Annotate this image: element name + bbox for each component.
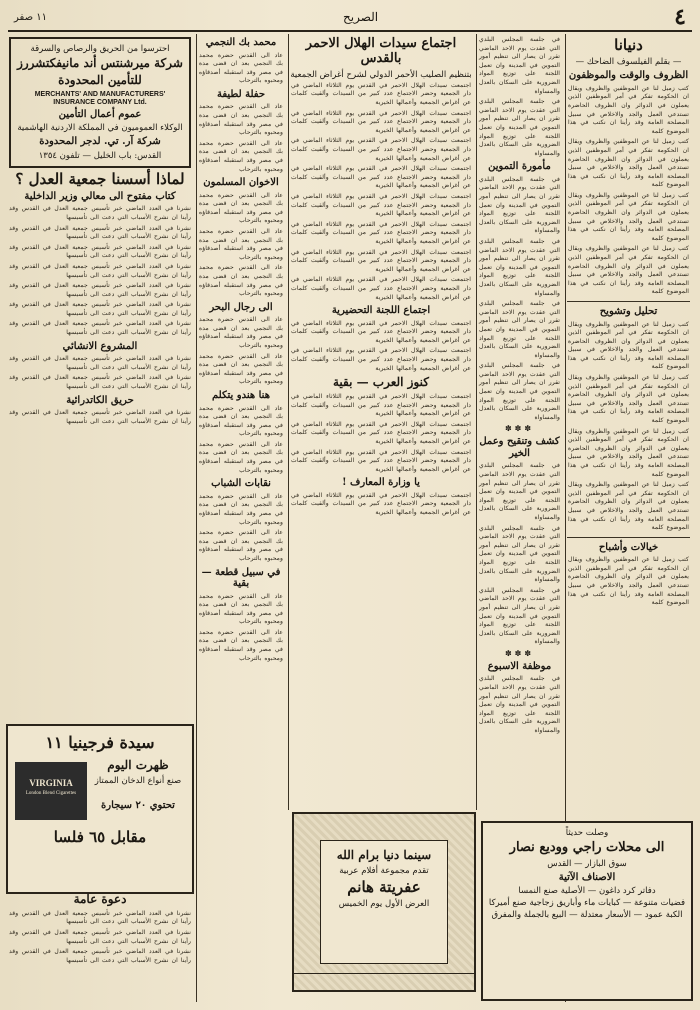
ad-title: شركة ميرشنتس أند مانيفكتشررز <box>17 56 183 70</box>
article-body: كتب زميل لنا عن الموظفين والظروف ويقال ان الحكومة تفكر في أمر الموظفين الذين يعملون في الدوائر وان الظروف الحاضرة تستدعي العمل والجد والاخلاص في سبيل المصلحة العامة وقد رأينا ان نكتب في هذا الموضوع كلمة <box>568 138 689 189</box>
article-body: كتب زميل لنا عن الموظفين والظروف ويقال ان الحكومة تفكر في أمر الموظفين الذين يعملون في الدوائر وان الظروف الحاضرة تستدعي العمل والجد والاخلاص في سبيل المصلحة العامة وقد رأينا ان نكتب في هذا الموضوع كلمة <box>568 481 689 532</box>
column-rule <box>476 34 477 810</box>
ad-line: شركة آر. تي. لدجر المحدودة <box>39 136 161 148</box>
article-body: نشرنا في العدد الماضي خبر تأسيس جمعية العدل في القدس وقد رأينا ان نشرح الأسباب التي دعت الى تأسيسها <box>9 301 191 317</box>
page-header <box>8 4 692 32</box>
section-title: حريق الكاتدرائية <box>66 394 134 406</box>
section-title: حفلة لطيفة <box>216 88 266 100</box>
section-title: في سبيل قطعة — بقية <box>201 566 281 589</box>
ad-price: مقابل ٦٥ فلسا <box>53 828 147 846</box>
section-title: يا وزارة المعارف ! <box>342 477 420 489</box>
section-title: مأمورة التموين <box>488 161 551 173</box>
article-body: كتب زميل لنا عن الموظفين والظروف ويقال ان الحكومة تفكر في أمر الموظفين الذين يعملون في الدوائر وان الظروف الحاضرة تستدعي العمل والجد والاخلاص في سبيل المصلحة العامة وقد رأينا ان نكتب في هذا الموضوع كلمة <box>568 556 689 607</box>
headline-sub: كتاب مفتوح الى معالي وزير الداخلية <box>24 190 176 202</box>
section-title: تحليل وتشويح <box>599 306 658 317</box>
article-body: عاد الى القدس حضرة محمد بك النجمي بعد ان قضى مدة في مصر وقد استقبله أصدقاؤه ومحبوه بالترحاب <box>199 592 283 626</box>
headline: اجتماع سيدات الهلال الاحمر بالقدس <box>305 36 457 66</box>
article-body: عاد الى القدس حضرة محمد بك النجمي بعد ان قضى مدة في مصر وقد استقبله أصدقاؤه ومحبوه بالترحاب <box>199 628 283 662</box>
column-4 <box>196 34 286 1002</box>
article-body: عاد الى القدس حضرة محمد بك النجمي بعد ان قضى مدة في مصر وقد استقبله أصدقاؤه ومحبوه بالترحاب <box>199 440 283 474</box>
article-body: عاد الى القدس حضرة محمد بك النجمي بعد ان قضى مدة في مصر وقد استقبله أصدقاؤه ومحبوه بالترحاب <box>199 529 283 562</box>
article-body: عاد الى القدس حضرة محمد بك النجمي بعد ان قضى مدة في مصر وقد استقبله أصدقاؤه ومحبوه بالترحاب <box>199 139 283 173</box>
article-body: كتب زميل لنا عن الموظفين والظروف ويقال ان الحكومة تفكر في أمر الموظفين الذين يعملون في الدوائر وان الظروف الحاضرة تستدعي العمل والجد والاخلاص في سبيل المصلحة العامة وقد رأينا ان نكتب في هذا الموضوع كلمة <box>568 245 689 296</box>
cinema-title: سينما دنيا برام الله <box>336 848 432 862</box>
section-title: كنوز العرب — بقية <box>332 375 430 390</box>
column-5 <box>6 34 194 1002</box>
section-title: اجتماع اللجنة التحضيرية <box>331 305 431 317</box>
article-body: نشرنا في العدد الماضي خبر تأسيس جمعية العدل في القدس وقد رأينا ان نشرح الأسباب التي دعت الى تأسيسها <box>9 909 191 926</box>
article-body: اجتمعت سيدات الهلال الاحمر في القدس يوم الثلاثاء الماضي في دار الجمعية وحضر الاجتماع عدد كبير من السيدات وألقيت كلمات عن أغراض الجمعية وأعمالها الخيرية <box>291 193 471 218</box>
article-body: نشرنا في العدد الماضي خبر تأسيس جمعية العدل في القدس وقد رأينا ان نشرح الأسباب التي دعت الى تأسيسها <box>9 224 191 241</box>
article-body: في جلسة المجلس البلدي التي عقدت يوم الاحد الماضي تقرر ان يصار الى تنظيم أمور التموين في المدينة وان تعمل اللجنة على توزيع المواد الضرورية على السكان بالعدل والمساواة <box>479 36 560 95</box>
ad-title: للتأمين المحدودة <box>58 72 142 87</box>
ad-title: الى محلات راجي ووديع نصار <box>509 840 665 855</box>
article-body: اجتمعت سيدات الهلال الاحمر في القدس يوم الثلاثاء الماضي في دار الجمعية وحضر الاجتماع عدد كبير من السيدات وألقيت كلمات عن أغراض الجمعية وأعمالها الخيرية <box>291 220 471 245</box>
virginia-cigarette-advertisement <box>6 724 194 894</box>
ad-line: الكبة عمود — الأسعار معتدلة — البيع بالجملة والمفرق <box>491 910 683 921</box>
ad-line: فضيات متنوعة — كبايات ماء وأباريق زجاجية صنع أميركا <box>488 898 686 909</box>
article-body: عاد الى القدس حضرة محمد بك النجمي بعد ان قضى مدة في مصر وقد استقبله أصدقاؤه ومحبوه بالترحاب <box>199 404 283 438</box>
article-body: اجتمعت سيدات الهلال الاحمر في القدس يوم الثلاثاء الماضي في دار الجمعية وحضر الاجتماع عدد كبير من السيدات وألقيت كلمات عن أغراض الجمعية وأعمالها الخيرية <box>291 347 471 372</box>
article-body: نشرنا في العدد الماضي خبر تأسيس جمعية العدل في القدس وقد رأينا ان نشرح الأسباب التي دعت الى تأسيسها <box>9 948 191 964</box>
article-body: نشرنا في العدد الماضي خبر تأسيس جمعية العدل في القدس وقد رأينا ان نشرح الأسباب التي دعت الى تأسيسها <box>9 243 191 260</box>
article-body: اجتمعت سيدات الهلال الاحمر في القدس يوم الثلاثاء الماضي في دار الجمعية وحضر الاجتماع عدد كبير من السيدات وألقيت كلمات عن أغراض الجمعية وأعمالها الخيرية <box>291 420 471 445</box>
cinema-line: العرض الأول يوم الخميس <box>338 899 430 910</box>
ad-latin-name: INSURANCE COMPANY Ltd. <box>53 98 147 106</box>
ad-line: دفاتر كرد داغون — الأصلية صنع النمسا <box>518 886 656 897</box>
article-body: عاد الى القدس حضرة محمد بك النجمي بعد ان قضى مدة في مصر وقد استقبله أصدقاؤه ومحبوه بالترحاب <box>199 103 283 137</box>
ad-title: سيدة فرجينيا ١١ <box>45 733 155 752</box>
article-body: نشرنا في العدد الماضي خبر تأسيس جمعية العدل في القدس وقد رأينا ان نشرح الأسباب التي دعت الى تأسيسها <box>9 205 191 221</box>
column-3 <box>288 34 474 810</box>
section-title: الاخوان المسلمون <box>203 177 279 189</box>
article-body: نشرنا في العدد الماضي خبر تأسيس جمعية العدل في القدس وقد رأينا ان نشرح الأسباب التي دعت الى تأسيسها <box>9 409 191 425</box>
section-title: الى رجال البحر <box>209 301 273 313</box>
article-body: عاد الى القدس حضرة محمد بك النجمي بعد ان قضى مدة في مصر وقد استقبله أصدقاؤه ومحبوه بالترحاب <box>199 352 283 386</box>
section-title: خيالات وأشباح <box>598 541 659 553</box>
article-body: اجتمعت سيدات الهلال الاحمر في القدس يوم الثلاثاء الماضي في دار الجمعية وحضر الاجتماع عدد كبير من السيدات وألقيت كلمات عن أغراض الجمعية وأعمالها الخيرية <box>291 81 471 107</box>
article-body: كتب زميل لنا عن الموظفين والظروف ويقال ان الحكومة تفكر في أمر الموظفين الذين يعملون في الدوائر وان الظروف الحاضرة تستدعي العمل والجد والاخلاص في سبيل المصلحة العامة وقد رأينا ان نكتب في هذا الموضوع كلمة <box>568 320 689 371</box>
pack-subtitle: London Blend Cigarettes <box>25 791 77 796</box>
cigarette-pack-image <box>15 762 87 820</box>
article-body: في جلسة المجلس البلدي التي عقدت يوم الاحد الماضي تقرر ان يصار الى تنظيم أمور التموين في المدينة وان تعمل اللجنة على توزيع المواد الضرورية على السكان بالعدل والمساواة <box>479 362 560 421</box>
article-body: في جلسة المجلس البلدي التي عقدت يوم الاحد الماضي تقرر ان يصار الى تنظيم أمور التموين في المدينة وان تعمل اللجنة على توزيع المواد الضرورية على السكان بالعدل والمساواة <box>479 675 560 734</box>
article-body: عاد الى القدس حضرة محمد بك النجمي بعد ان قضى مدة في مصر وقد استقبله أصدقاؤه ومحبوه بالترحاب <box>199 51 283 85</box>
ad-line: صنع أنواع الدخان الممتاز <box>94 775 182 786</box>
ad-line: القدس: باب الخليل — تلفون ١٣٥٤ <box>38 150 162 161</box>
article-body: في جلسة المجلس البلدي التي عقدت يوم الاحد الماضي تقرر ان يصار الى تنظيم أمور التموين في المدينة وان تعمل اللجنة على توزيع المواد الضرورية على السكان بالعدل والمساواة <box>479 237 560 297</box>
article-body: في جلسة المجلس البلدي التي عقدت يوم الاحد الماضي تقرر ان يصار الى تنظيم أمور التموين في المدينة وان تعمل اللجنة على توزيع المواد الضرورية على السكان بالعدل والمساواة <box>479 175 560 235</box>
article-body: اجتمعت سيدات الهلال الاحمر في القدس يوم الثلاثاء الماضي في دار الجمعية وحضر الاجتماع عدد كبير من السيدات وألقيت كلمات عن أغراض الجمعية وأعمالها الخيرية <box>291 137 471 162</box>
ad-line: تحتوي ٢٠ سيجارة <box>101 799 175 811</box>
ad-text <box>87 756 189 824</box>
article-body: اجتمعت سيدات الهلال الاحمر في القدس يوم الثلاثاء الماضي في دار الجمعية وحضر الاجتماع عدد كبير من السيدات وألقيت كلمات عن أغراض الجمعية وأعمالها الخيرية <box>291 248 471 273</box>
article-body: في جلسة المجلس البلدي التي عقدت يوم الاحد الماضي تقرر ان يصار الى تنظيم أمور التموين في المدينة وان تعمل اللجنة على توزيع المواد الضرورية على السكان بالعدل والمساواة <box>479 300 560 359</box>
film-title: عفريتة هانم <box>347 877 421 896</box>
divider <box>567 537 690 538</box>
shop-advertisement <box>481 821 693 1001</box>
article-body: في جلسة المجلس البلدي التي عقدت يوم الاحد الماضي تقرر ان يصار الى تنظيم أمور التموين في المدينة وان تعمل اللجنة على توزيع المواد الضرورية على السكان بالعدل والمساواة <box>479 98 560 157</box>
article-body: نشرنا في العدد الماضي خبر تأسيس جمعية العدل في القدس وقد رأينا ان نشرح الأسباب التي دعت الى تأسيسها <box>9 320 191 337</box>
section-title: الظروف والوقت والموظفون <box>568 70 689 82</box>
pack-brand: VIRGINIA <box>29 778 73 788</box>
article-body: نشرنا في العدد الماضي خبر تأسيس جمعية العدل في القدس وقد رأينا ان نشرح الأسباب التي دعت الى تأسيسها <box>9 374 191 390</box>
article-body: كتب زميل لنا عن الموظفين والظروف ويقال ان الحكومة تفكر في أمر الموظفين الذين يعملون في الدوائر وان الظروف الحاضرة تستدعي العمل والجد والاخلاص في سبيل المصلحة العامة وقد رأينا ان نكتب في هذا الموضوع كلمة <box>568 427 689 478</box>
newspaper-name: الصريح <box>343 10 379 24</box>
article-body: كتب زميل لنا عن الموظفين والظروف ويقال ان الحكومة تفكر في أمر الموظفين الذين يعملون في الدوائر وان الظروف الحاضرة تستدعي العمل والجد والاخلاص في سبيل المصلحة العامة وقد رأينا ان نكتب في هذا الموضوع كلمة <box>568 191 689 242</box>
article-body: اجتمعت سيدات الهلال الاحمر في القدس يوم الثلاثاء الماضي في دار الجمعية وحضر الاجتماع عدد كبير من السيدات وألقيت كلمات عن أغراض الجمعية وأعمالها الخيرية <box>291 319 471 344</box>
section-title: نقابات الشباب <box>211 478 271 490</box>
section-title: محمد بك النجمي <box>205 37 277 48</box>
divider <box>567 301 690 302</box>
column-rule <box>288 34 289 810</box>
article-body: عاد الى القدس حضرة محمد بك النجمي بعد ان قضى مدة في مصر وقد استقبله أصدقاؤه ومحبوه بالترحاب <box>199 264 283 298</box>
ad-line: الوكلاء العموميون في المملكة الاردنية الهاشمية <box>17 123 183 134</box>
article-body: نشرنا في العدد الماضي خبر تأسيس جمعية العدل في القدس وقد رأينا ان نشرح الأسباب التي دعت الى تأسيسها <box>9 928 191 945</box>
article-body: عاد الى القدس حضرة محمد بك النجمي بعد ان قضى مدة في مصر وقد استقبله أصدقاؤه ومحبوه بالترحاب <box>199 316 283 350</box>
article-body: في جلسة المجلس البلدي التي عقدت يوم الاحد الماضي تقرر ان يصار الى تنظيم أمور التموين في المدينة وان تعمل اللجنة على توزيع المواد الضرورية على السكان بالعدل والمساواة <box>479 586 560 646</box>
column-byline: — بقلم الفيلسوف الضاحك — <box>575 57 682 68</box>
article-body: نشرنا في العدد الماضي خبر تأسيس جمعية العدل في القدس وقد رأينا ان نشرح الأسباب التي دعت الى تأسيسها <box>9 355 191 371</box>
section-title: كشف وتنقيح وعمل الخير <box>479 436 560 459</box>
ad-line: ظهرت اليوم <box>107 758 169 772</box>
notice-section <box>6 890 194 1002</box>
ad-list-title: الاصناف الآتية <box>558 871 616 883</box>
section-title: هنا هندو يتكلم <box>212 390 270 401</box>
section-title: موظفة الاسبوع <box>487 660 552 672</box>
article-body: اجتمعت سيدات الهلال الاحمر في القدس يوم الثلاثاء الماضي في دار الجمعية وحضر الاجتماع عدد كبير من السيدات وألقيت كلمات عن أغراض الجمعية وأعمالها الخيرية <box>291 448 471 473</box>
ad-line: عموم أعمال التأمين <box>58 108 142 120</box>
article-body: نشرنا في العدد الماضي خبر تأسيس جمعية العدل في القدس وقد رأينا ان نشرح الأسباب التي دعت الى تأسيسها <box>9 282 191 298</box>
section-title: دعوة عامة <box>73 892 127 906</box>
cinema-ad-footer <box>294 973 474 988</box>
article-body: في جلسة المجلس البلدي التي عقدت يوم الاحد الماضي تقرر ان يصار الى تنظيم أمور التموين في المدينة وان تعمل اللجنة على توزيع المواد الضرورية على السكان بالعدل والمساواة <box>479 524 560 584</box>
article-body: عاد الى القدس حضرة محمد بك النجمي بعد ان قضى مدة في مصر وقد استقبله أصدقاؤه ومحبوه بالترحاب <box>199 492 283 526</box>
column-title: دنيانا <box>614 36 643 54</box>
section-ornament: ✽✽✽ <box>504 424 535 434</box>
article-body: كتب زميل لنا عن الموظفين والظروف ويقال ان الحكومة تفكر في أمر الموظفين الذين يعملون في الدوائر وان الظروف الحاضرة تستدعي العمل والجد والاخلاص في سبيل المصلحة العامة وقد رأينا ان نكتب في هذا الموضوع كلمة <box>568 84 689 135</box>
cinema-ad-panel <box>320 840 448 964</box>
article-body: اجتمعت سيدات الهلال الاحمر في القدس يوم الثلاثاء الماضي في دار الجمعية وحضر الاجتماع عدد كبير من السيدات وألقيت كلمات عن أغراض الجمعية وأعمالها الخيرية <box>291 109 471 134</box>
section-ornament: ✽✽✽ <box>504 648 535 658</box>
insurance-advertisement <box>9 37 191 168</box>
column-2 <box>476 34 563 810</box>
headline-sub: بتنظيم الصليب الأحمر الدولي لشرح أغراض الجمعية <box>290 69 472 80</box>
headline: لماذا أسسنا جمعية العدل ؟ <box>15 169 185 188</box>
article-body: اجتمعت سيدات الهلال الاحمر في القدس يوم الثلاثاء الماضي في دار الجمعية وحضر الاجتماع عدد كبير من السيدات وألقيت كلمات عن أغراض الجمعية وأعمالها الخيرية <box>291 491 471 517</box>
article-body: اجتمعت سيدات الهلال الاحمر في القدس يوم الثلاثاء الماضي في دار الجمعية وحضر الاجتماع عدد كبير من السيدات وألقيت كلمات عن أغراض الجمعية وأعمالها الخيرية <box>291 392 471 418</box>
issue-date: ١١ صفر <box>14 11 47 23</box>
article-body: عاد الى القدس حضرة محمد بك النجمي بعد ان قضى مدة في مصر وقد استقبله أصدقاؤه ومحبوه بالترحاب <box>199 191 283 225</box>
article-body: نشرنا في العدد الماضي خبر تأسيس جمعية العدل في القدس وقد رأينا ان نشرح الأسباب التي دعت الى تأسيسها <box>9 262 191 279</box>
article-body: في جلسة المجلس البلدي التي عقدت يوم الاحد الماضي تقرر ان يصار الى تنظيم أمور التموين في المدينة وان تعمل اللجنة على توزيع المواد الضرورية على السكان بالعدل والمساواة <box>479 462 560 521</box>
column-rule <box>196 34 197 1002</box>
ad-body <box>11 756 189 824</box>
page-number: ٤ <box>674 4 686 30</box>
cinema-advertisement <box>292 812 476 992</box>
article-body: اجتمعت سيدات الهلال الاحمر في القدس يوم الثلاثاء الماضي في دار الجمعية وحضر الاجتماع عدد كبير من السيدات وألقيت كلمات عن أغراض الجمعية وأعمالها الخيرية <box>291 276 471 301</box>
article-body: اجتمعت سيدات الهلال الاحمر في القدس يوم الثلاثاء الماضي في دار الجمعية وحضر الاجتماع عدد كبير من السيدات وألقيت كلمات عن أغراض الجمعية وأعمالها الخيرية <box>291 165 471 190</box>
ad-line: احترسوا من الحريق والرصاص والسرقة <box>30 44 170 54</box>
article-body: عاد الى القدس حضرة محمد بك النجمي بعد ان قضى مدة في مصر وقد استقبله أصدقاؤه ومحبوه بالترحاب <box>199 228 283 261</box>
ad-tagline: وصلت حديثاً <box>565 828 609 838</box>
ad-location: سوق البازار — القدس <box>547 858 627 869</box>
ad-latin-name: MERCHANTS' AND MANUFACTURERS' <box>34 90 166 98</box>
article-body: كتب زميل لنا عن الموظفين والظروف ويقال ان الحكومة تفكر في أمر الموظفين الذين يعملون في الدوائر وان الظروف الحاضرة تستدعي العمل والجد والاخلاص في سبيل المصلحة العامة وقد رأينا ان نكتب في هذا الموضوع كلمة <box>568 374 689 425</box>
section-title: المشروع الانشائي <box>62 340 138 352</box>
cinema-line: تقدم مجموعة أفلام عربية <box>339 865 429 876</box>
